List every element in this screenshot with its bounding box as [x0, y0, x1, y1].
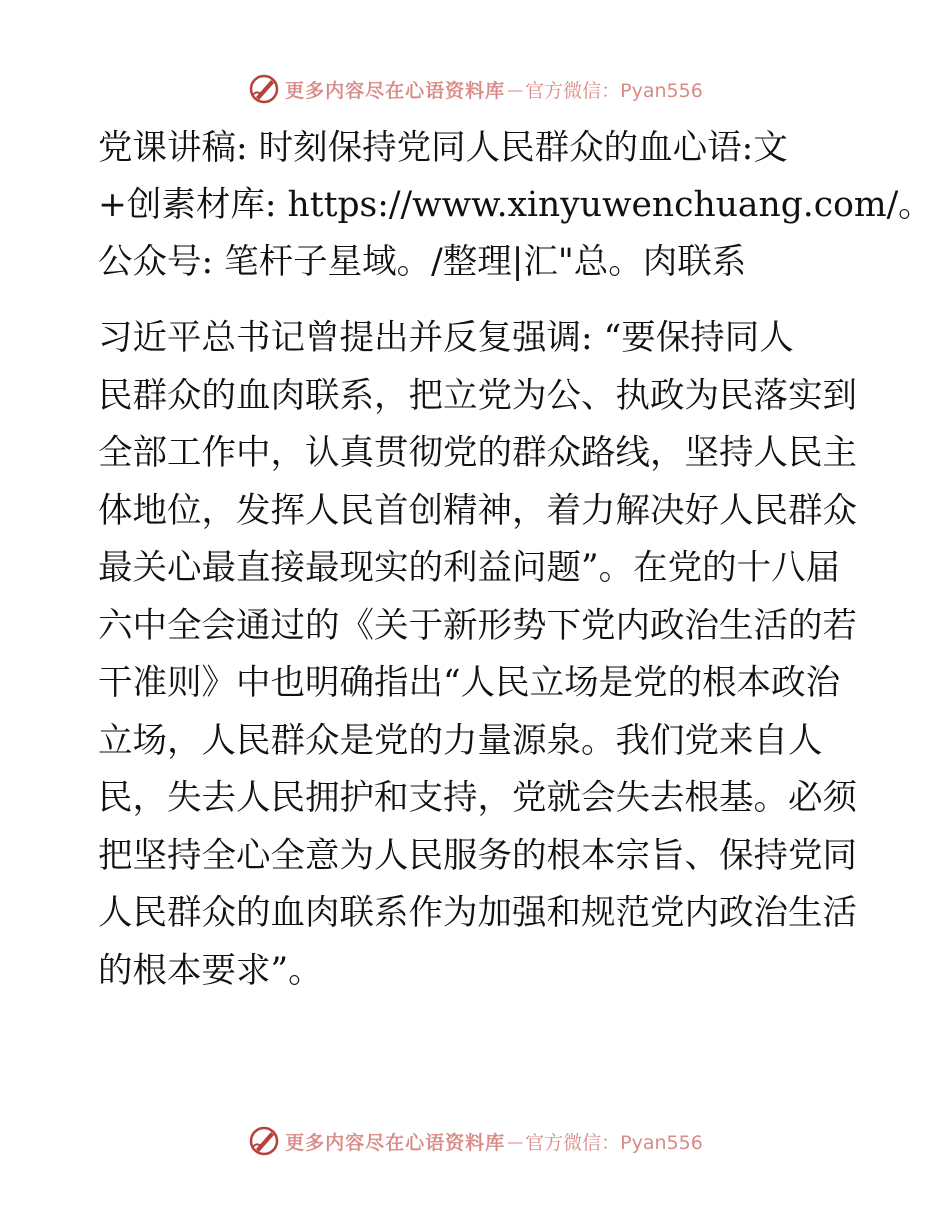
watermark-wechat: 官方微信：Pyan556: [525, 79, 703, 102]
body-line: 人民群众的血肉联系作为加强和规范党内政治生活: [98, 893, 857, 933]
body-line: 体地位，发挥人民首创精神，着力解决好人民群众: [98, 491, 857, 531]
watermark-main-text: 更多内容尽在心语资料库: [285, 1131, 506, 1154]
body-line: 的根本要求”。: [98, 951, 323, 991]
watermark-separator: —: [507, 1131, 524, 1151]
body-line: 习近平总书记曾提出并反复强调: “要保持同人: [98, 318, 794, 358]
watermark-footer: [0, 1124, 950, 1158]
title-line: +创素材库: https://www.xinyuwenchuang.com/。: [98, 185, 933, 225]
body-line: 民，失去人民拥护和支持，党就会失去根基。必须: [98, 778, 857, 818]
watermark-main-text: 更多内容尽在心语资料库: [285, 79, 506, 102]
body-line: 干准则》中也明确指出“人民立场是党的根本政治: [98, 663, 841, 703]
body-line: 把坚持全心全意为人民服务的根本宗旨、保持党同: [98, 836, 857, 876]
watermark-wechat: 官方微信：Pyan556: [525, 1131, 703, 1154]
body-line: 六中全会通过的《关于新形势下党内政治生活的若: [98, 606, 857, 646]
body-line: 全部工作中，认真贯彻党的群众路线，坚持人民主: [98, 433, 857, 473]
title-line: 党课讲稿: 时刻保持党同人民群众的血心语:文: [98, 128, 788, 168]
body-line: 民群众的血肉联系，把立党为公、执政为民落实到: [98, 376, 857, 416]
pen-logo-icon: [247, 72, 281, 106]
pen-logo-icon: [247, 1124, 281, 1158]
title-line: 公众号: 笔杆子星域。/整理|汇"总。肉联系: [98, 242, 747, 282]
body-line: 立场，人民群众是党的力量源泉。我们党来自人: [98, 721, 823, 761]
watermark-header: [0, 72, 950, 106]
body-line: 最关心最直接最现实的利益问题”。在党的十八届: [98, 548, 841, 588]
watermark-separator: —: [507, 79, 524, 99]
